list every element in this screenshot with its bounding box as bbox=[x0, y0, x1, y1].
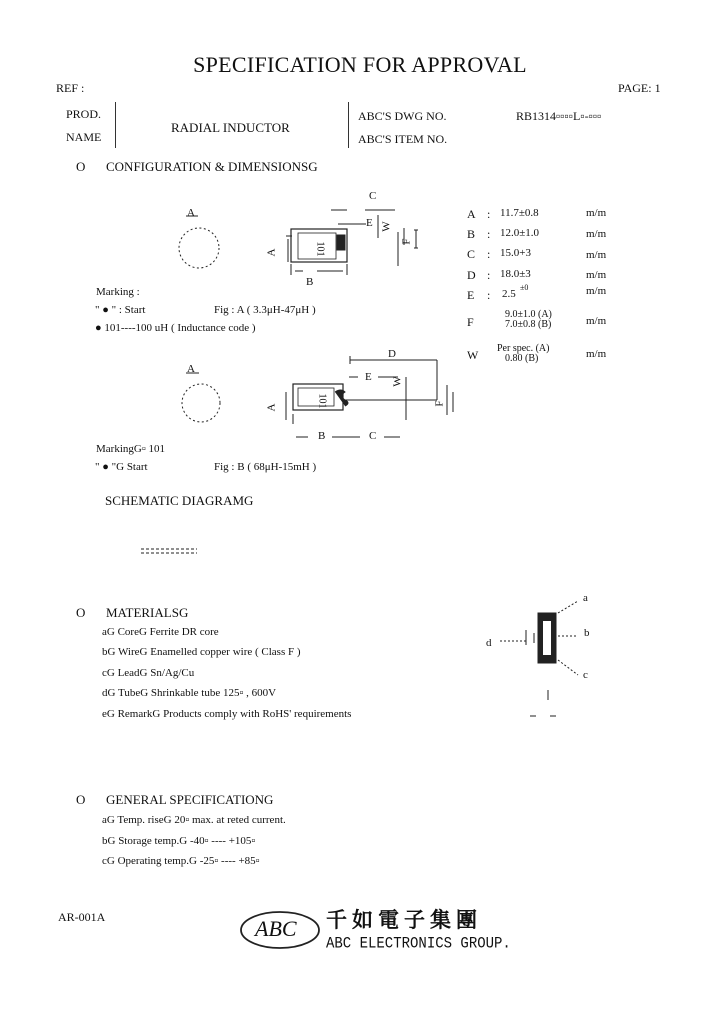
fig-a-dim-e: E bbox=[366, 217, 373, 229]
dim-w-line1: Per spec. (A) bbox=[497, 343, 550, 354]
dim-row-sep: : bbox=[487, 227, 491, 241]
fig-a-front-view bbox=[179, 228, 219, 268]
fig-a-dim-c: C bbox=[369, 190, 377, 202]
fig-b-dim-c: C bbox=[369, 430, 377, 442]
dim-row-label: A bbox=[467, 207, 476, 221]
fig-b-label-a: A bbox=[187, 363, 195, 375]
form-code: AR-001A bbox=[58, 910, 106, 924]
callout-b: b bbox=[584, 627, 590, 639]
dim-row-label: B bbox=[467, 227, 476, 241]
dim-row-sep: : bbox=[487, 288, 491, 302]
inductance-code: ● 101----100 uH ( Inductance code ) bbox=[95, 322, 256, 334]
callout-c: c bbox=[583, 669, 588, 681]
dim-row-sup: ±0 bbox=[520, 283, 529, 292]
dim-row-value: 18.0±3 bbox=[500, 268, 531, 280]
materials-drawing bbox=[500, 601, 578, 716]
materials-item: aG CoreG Ferrite DR core bbox=[102, 626, 219, 638]
dim-row-label: C bbox=[467, 247, 476, 261]
fig-a-label-a: A bbox=[187, 207, 195, 219]
fig-a-caption: Fig : A ( 3.3μH-47μH ) bbox=[214, 304, 316, 316]
start-marker-b: " ● "G Start bbox=[95, 461, 148, 473]
dim-w-label: W bbox=[467, 348, 479, 362]
fig-b-dim-b: B bbox=[318, 430, 326, 442]
fig-b-dim-d: D bbox=[388, 348, 396, 360]
fig-a-dim-w: W bbox=[380, 221, 393, 232]
config-bullet: O bbox=[76, 159, 86, 174]
marking-label: Marking : bbox=[96, 286, 140, 298]
fig-b-dim-f: F bbox=[433, 400, 446, 407]
dim-row-value: 2.5 bbox=[502, 288, 516, 300]
prod-label: PROD. bbox=[66, 107, 102, 121]
page-number: PAGE: 1 bbox=[618, 81, 661, 95]
dim-row-unit: m/m bbox=[586, 249, 607, 261]
dim-row-sep: : bbox=[487, 207, 491, 221]
general-heading: GENERAL SPECIFICATIONG bbox=[106, 792, 274, 807]
general-item: bG Storage temp.G -40▫ ---- +105▫ bbox=[102, 835, 256, 847]
dim-row-sep: : bbox=[487, 247, 491, 261]
company-cjk-name: 千如電子集團 bbox=[326, 908, 482, 932]
dim-w-line2: 0.80 (B) bbox=[505, 353, 539, 364]
general-item: aG Temp. riseG 20▫ max. at reted current. bbox=[102, 814, 286, 826]
fig-a-dim-b: B bbox=[306, 276, 314, 288]
start-marker: " ● " : Start bbox=[95, 304, 146, 316]
abc-logo: ABC bbox=[255, 916, 297, 941]
company-name: ABC ELECTRONICS GROUP. bbox=[326, 934, 511, 954]
fig-b-dim-e: E bbox=[365, 371, 372, 383]
dwg-label: ABC'S DWG NO. bbox=[358, 109, 447, 123]
materials-heading: MATERIALSG bbox=[106, 605, 189, 620]
dim-row-unit: m/m bbox=[586, 207, 607, 219]
fig-b-dim-w: W bbox=[391, 376, 404, 387]
materials-bullet: O bbox=[76, 605, 86, 620]
fig-b-side-view bbox=[286, 356, 453, 437]
config-heading: CONFIGURATION & DIMENSIONSG bbox=[106, 159, 318, 174]
fig-b-front-view bbox=[182, 384, 220, 422]
dim-row-unit: m/m bbox=[586, 269, 607, 281]
fig-a-dim-a: A bbox=[265, 248, 278, 257]
page-title: SPECIFICATION FOR APPROVAL bbox=[193, 52, 527, 77]
callout-d: d bbox=[486, 637, 492, 649]
marking-b-label: MarkingG▫ 101 bbox=[96, 443, 165, 455]
dim-row-label: D bbox=[467, 268, 476, 282]
materials-item: dG TubeG Shrinkable tube 125▫ , 600V bbox=[102, 687, 277, 699]
dim-w-unit: m/m bbox=[586, 348, 607, 360]
fig-b-code: 101 bbox=[316, 393, 328, 409]
materials-item: bG WireG Enamelled copper wire ( Class F ) bbox=[102, 646, 301, 658]
schematic-heading: SCHEMATIC DIAGRAMG bbox=[105, 493, 254, 508]
dim-row-label: E bbox=[467, 288, 475, 302]
fig-a-code: 101 bbox=[314, 241, 326, 257]
fig-a-dim-f: F bbox=[400, 238, 413, 245]
dim-f-label: F bbox=[467, 315, 474, 329]
dim-row-value: 15.0+3 bbox=[500, 247, 531, 259]
dim-row-unit: m/m bbox=[586, 285, 607, 297]
dim-row-value: 12.0±1.0 bbox=[500, 227, 540, 239]
name-label: NAME bbox=[66, 130, 102, 144]
materials-item: cG LeadG Sn/Ag/Cu bbox=[102, 667, 195, 679]
dim-row-sep: : bbox=[487, 268, 491, 282]
fig-b-dim-a: A bbox=[265, 403, 278, 412]
dim-row-unit: m/m bbox=[586, 228, 607, 240]
materials-item: eG RemarkG Products comply with RoHS' requirements bbox=[102, 708, 352, 720]
product-name: RADIAL INDUCTOR bbox=[171, 120, 290, 135]
general-item: cG Operating temp.G -25▫ ---- +85▫ bbox=[102, 855, 260, 867]
ref-label: REF : bbox=[56, 81, 85, 95]
schematic-symbol bbox=[141, 549, 197, 553]
dwg-value: RB1314▫▫▫▫L▫-▫▫▫ bbox=[516, 109, 602, 123]
dim-f-unit: m/m bbox=[586, 315, 607, 327]
dim-f-line2: 7.0±0.8 (B) bbox=[505, 319, 552, 330]
general-bullet: O bbox=[76, 792, 86, 807]
fig-a-side-view bbox=[286, 210, 418, 275]
dim-row-value: 11.7±0.8 bbox=[500, 207, 539, 219]
callout-a: a bbox=[583, 592, 588, 604]
dim-f-line1: 9.0±1.0 (A) bbox=[505, 309, 552, 320]
item-label: ABC'S ITEM NO. bbox=[358, 132, 448, 146]
fig-b-caption: Fig : B ( 68μH-15mH ) bbox=[214, 461, 317, 473]
